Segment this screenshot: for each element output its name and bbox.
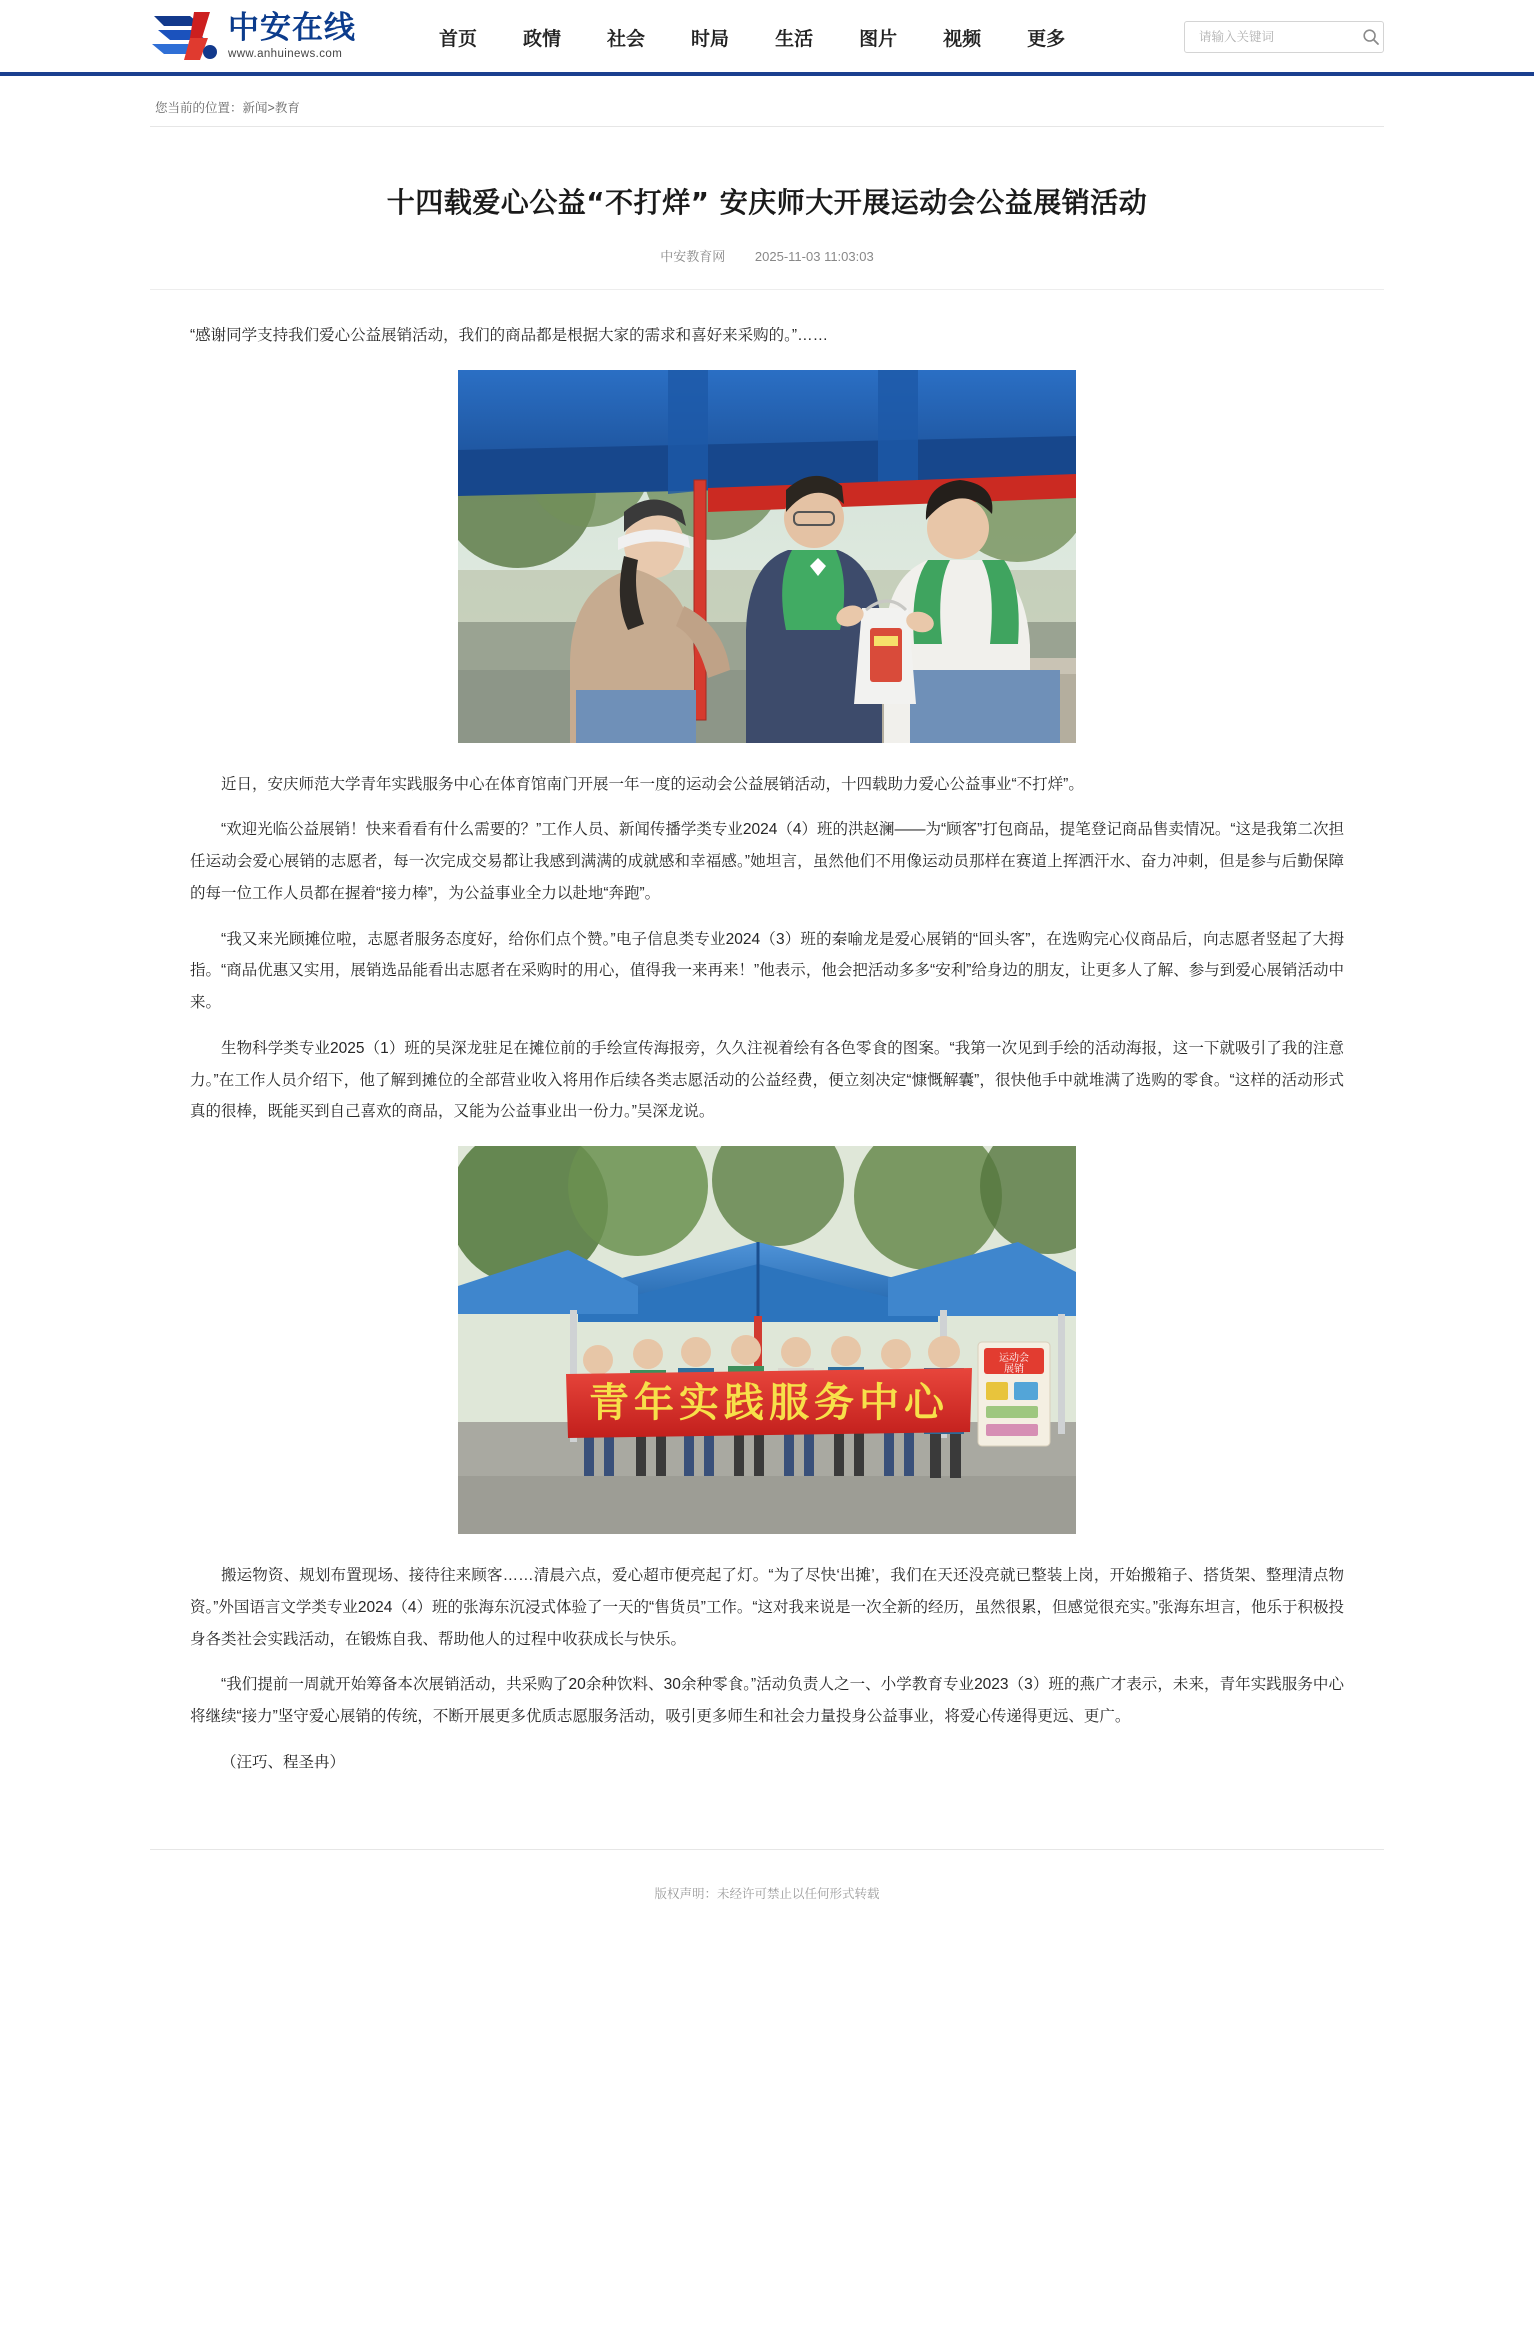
article-timestamp: 2025-11-03 11:03:03 <box>754 248 874 264</box>
article-byline: （汪巧、程圣冉） <box>221 1754 346 1771</box>
page-title: 十四载爱心公益“不打烊” 安庆师大开展运动会公益展销活动 <box>386 185 1148 219</box>
svg-text:运动会: 运动会 <box>999 1353 1029 1365</box>
nav-item-current-affairs[interactable]: 时局 <box>691 28 730 50</box>
breadcrumb-separator: > <box>267 101 275 115</box>
photo-banner <box>458 1146 1076 1534</box>
article-paragraph: 生物科学类专业2025（1）班的吴深龙驻足在摊位前的手绘宣传海报旁，久久注视着绘有各色零食的图案。“我第一次见到手绘的活动海报，这一下就吸引了我的注意力。”在工作人员介绍下，他了解到摊位的全部营业收入将用作后续各类志愿活动的公益经费，便立刻决定“慷慨解囊”，很快他手中就堆满了选购的零食。“这样的活动形式真的很棒，既能买到自己喜欢的商品，又能为公益事业出一份力。”吴深龙说。 <box>190 1039 1344 1121</box>
article-paragraph: “我们提前一周就开始筹备本次展销活动，共采购了20余种饮料、30余种零食。”活动负责人之一、小学教育专业2023（3）班的燕广才表示，未来，青年实践服务中心将继续“接力”坚守爱心展销的传统，不断开展更多优质志愿服务活动，吸引更多师生和社会力量投身公益事业，将爱心传递得更远、更广。 <box>190 1676 1344 1726</box>
nav-item-more[interactable]: 更多 <box>1027 28 1066 50</box>
svg-text:青年实践服务中心: 青年实践服务中心 <box>589 1380 949 1427</box>
nav-item-society[interactable]: 社会 <box>607 28 646 50</box>
photo-stall <box>458 370 1076 743</box>
article-paragraph: “欢迎光临公益展销！快来看看有什么需要的？”工作人员、新闻传播学类专业2024（4）班的洪赵澜——为“顾客”打包商品，提笔登记商品售卖情况。“这是我第二次担任运动会爱心展销的志愿者，每一次完成交易都让我感到满满的成就感和幸福感。”她坦言，虽然他们不用像运动员那样在赛道上挥洒汗水、奋力冲刺，但是参与后勤保障的每一位工作人员都在握着“接力棒”，为公益事业全力以赴地“奔跑”。 <box>190 821 1344 902</box>
article-image-2 <box>190 1146 1344 1534</box>
article-image-1 <box>190 370 1344 743</box>
site-header <box>0 0 1534 76</box>
photo-stall-alt <box>190 743 191 744</box>
breadcrumb-item-education[interactable]: 教育 <box>274 101 300 115</box>
breadcrumb <box>150 76 1384 126</box>
nav-item-life[interactable]: 生活 <box>775 28 814 50</box>
site-logo[interactable] <box>150 10 356 64</box>
breadcrumb-prefix: 您当前的位置： <box>155 101 243 115</box>
photo-banner-alt <box>190 1534 191 1535</box>
copyright-notice: 版权声明：未经许可禁止以任何形式转载 <box>654 1886 880 1901</box>
search-icon[interactable] <box>1362 28 1380 46</box>
site-footer <box>150 1849 1384 1942</box>
logo-mark-icon <box>150 10 220 64</box>
nav-item-video[interactable]: 视频 <box>943 28 982 50</box>
article-paragraph: 近日，安庆师范大学青年实践服务中心在体育馆南门开展一年一度的运动会公益展销活动，十四载助力爱心公益事业“不打烊”。 <box>221 775 1084 793</box>
search-box[interactable] <box>1184 21 1384 53</box>
nav-item-pictures[interactable]: 图片 <box>859 28 898 50</box>
article-paragraph: “我又来光顾摊位啦，志愿者服务态度好，给你们点个赞。”电子信息类专业2024（3）班的秦喻龙是爱心展销的“回头客”，在选购完心仪商品后，向志愿者竖起了大拇指。“商品优惠又实用，展销选品能看出志愿者在采购时的用心，值得我一来再来！”他表示，他会把活动多多“安利”给身边的朋友，让更多人了解、参与到爱心展销活动中来。 <box>190 930 1344 1012</box>
breadcrumb-item-news[interactable]: 新闻 <box>242 101 268 115</box>
article-body <box>150 290 1384 1779</box>
article-paragraph: “感谢同学支持我们爱心公益展销活动，我们的商品都是根据大家的需求和喜好来采购的。”…… <box>190 326 829 344</box>
svg-text:展销: 展销 <box>1004 1364 1024 1376</box>
article-source: 中安教育网 <box>660 248 726 264</box>
nav-item-politics[interactable]: 政情 <box>523 28 562 50</box>
article <box>150 126 1384 1779</box>
article-paragraph: 搬运物资、规划布置现场、接待往来顾客……清晨六点，爱心超市便亮起了灯。“为了尽快‘出摊’，我们在天还没亮就已整装上岗，开始搬箱子、搭货架、整理清点物资。”外国语言文学类专业2024（4）班的张海东沉浸式体验了一天的“售货员”工作。“这对我来说是一次全新的经历，虽然很累，但感觉很充实。”张海东坦言，他乐于积极投身各类社会实践活动，在锻炼自我、帮助他人的过程中收获成长与快乐。 <box>190 1567 1344 1648</box>
page-container <box>0 76 1534 1942</box>
nav-item-home[interactable]: 首页 <box>439 28 478 50</box>
article-meta <box>150 246 1384 290</box>
logo-url: www.anhuinews.com <box>228 48 343 61</box>
logo-title: 中安在线 <box>228 10 356 47</box>
search-input[interactable] <box>1197 29 1362 45</box>
main-navigation[interactable] <box>416 18 1184 57</box>
